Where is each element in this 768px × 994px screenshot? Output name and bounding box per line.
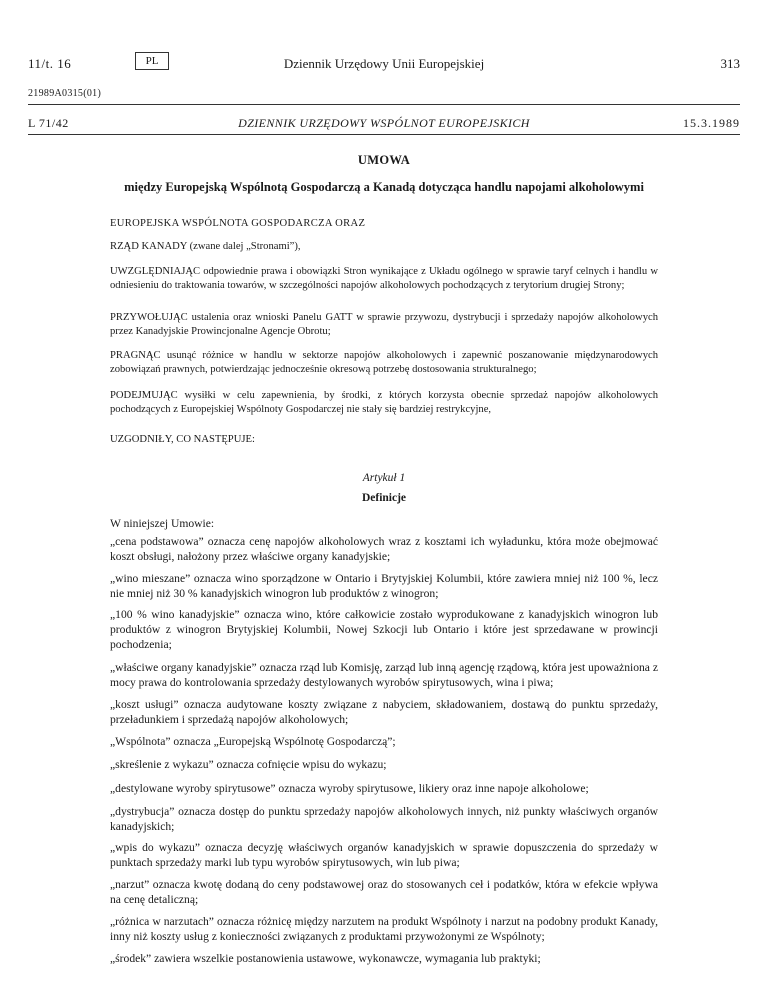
article-heading: Definicje (361, 492, 407, 504)
document-subtitle: między Europejską Wspólnotą Gospodarczą a Kanadą dotycząca handlu napojami alkoholowymi (124, 180, 644, 194)
body-intro: W niniejszej Umowie: (110, 517, 215, 530)
definition-mark-up: „narzut” oznacza kwotę dodaną do ceny podstawowej oraz do stosowanych ceł i podatków, która w efekcie wpływa na cenę detaliczną; (110, 878, 658, 906)
definition-delisting: „skreślenie z wykazu” oznacza cofnięcie wpisu do wykazu; (110, 758, 387, 771)
definition-base-price: „cena podstawowa” oznacza cenę napojów alkoholowych wraz z kosztami ich wyładunku, która może obejmować koszt obsługi, nałożony przez właściwe organy kanadyjskie; (110, 535, 658, 563)
subheader-divider (28, 134, 740, 135)
document-title: UMOWA (357, 153, 411, 167)
definition-distribution: „dystrybucja” oznacza dostęp do punktu sprzedaży napojów alkoholowych innych, niż punkty właściwych organów kanadyjskich; (110, 805, 658, 833)
preamble-agreed: UZGODNIŁY, CO NASTĘPUJE: (110, 434, 255, 445)
definition-blended-wine: „wino mieszane” oznacza wino sporządzone w Ontario i Brytyjskiej Kolumbii, które zawiera mniej niż 100 %, lecz nie mniej niż 30 % kanadyjskich winogron lub produktów z winogron; (110, 572, 658, 600)
oj-reference: L 71/42 (28, 116, 69, 130)
header-volume: 11/t. 16 (28, 56, 72, 71)
preamble-recital-1: UWZGLĘDNIAJĄC odpowiednie prawa i obowiązki Stron wynikające z Układu ogólnego w sprawie taryf celnych i handlu w odniesieniu do traktowania towarów, w szczególności napojów alkoholowych pochodzących z terytorium drugiej Strony; (110, 266, 658, 291)
definition-mark-up-differential: „różnica w narzutach” oznacza różnicę między narzutem na produkt Wspólnoty i narzut na podobny produkt Kanady, inny niż koszty usług z konieczności związanych z produktami przywożonymi ze Wspólnoty; (110, 915, 658, 943)
page-number: 313 (720, 56, 740, 71)
document-code: 21989A0315(01) (28, 88, 102, 99)
definition-competent-authorities: „właściwe organy kanadyjskie” oznacza rząd lub Komisję, zarząd lub inną agencję rządową, która jest upoważniona z mocy prawa do kontrolowania sprzedaży destylowanych wyrobów spirytusowych, wina i piwa; (110, 661, 658, 689)
preamble-recital-3: PRAGNĄC usunąć różnice w handlu w sektorze napojów alkoholowych i zapewnić poszanowanie międzynarodowych zobowiązań prawnych, potwierdzając jednocześnie okresową potrzebę dostosowania strukturalnego; (110, 350, 658, 375)
definition-listing: „wpis do wykazu” oznacza decyzję właściwych organów kanadyjskich w sprawie dopuszczenia do sprzedaży w punktach sprzedaży marki lub typu wyrobów spirytusowych, win lub piwa; (110, 841, 658, 869)
oj-title: DZIENNIK URZĘDOWY WSPÓLNOT EUROPEJSKICH (238, 116, 530, 130)
language-badge: PL (135, 52, 169, 70)
definition-canadian-wine: „100 % wino kanadyjskie” oznacza wino, które całkowicie zostało wyprodukowane z kanadyjskich winogron lub produktów z winogron Brytyjskiej Kolumbii, Nowej Szkocji lub Ontario i które jest sprzedawane w prowincji pochodzenia; (110, 608, 658, 651)
definition-cost-of-service: „koszt usługi” oznacza audytowane koszty związane z nabyciem, składowaniem, dostawą do punktu sprzedaży, przeładunkiem i sprzedażą napojów alkoholowych; (110, 698, 658, 726)
definition-community: „Wspólnota” oznacza „Europejską Wspólnotę Gospodarczą”; (110, 735, 396, 748)
preamble-party-2: RZĄD KANADY (zwane dalej „Stronami”), (110, 241, 301, 252)
header-divider (28, 104, 740, 105)
oj-date: 15.3.1989 (683, 116, 740, 130)
preamble-recital-2: PRZYWOŁUJĄC ustalenia oraz wnioski Panelu GATT w sprawie przywozu, dystrybucji i sprzedaży napojów alkoholowych przez Kanadyjskie Prowincjonalne Agencje Obrotu; (110, 312, 658, 337)
journal-title: Dziennik Urzędowy Unii Europejskiej (283, 56, 485, 71)
article-number: Artykuł 1 (362, 472, 406, 484)
preamble-recital-4: PODEJMUJĄC wysiłki w celu zapewnienia, by środki, z których korzysta obecnie sprzedaż napojów alkoholowych pochodzących z Europejskiej Wspólnoty Gospodarczej nie stały się bardziej restrykcyjne, (110, 390, 658, 415)
preamble-party-1: EUROPEJSKA WSPÓLNOTA GOSPODARCZA ORAZ (110, 218, 366, 229)
definition-distilled-spirits: „destylowane wyroby spirytusowe” oznacza wyroby spirytusowe, likiery oraz inne napoje alkoholowe; (110, 782, 589, 795)
definition-measure: „środek” zawiera wszelkie postanowienia ustawowe, wykonawcze, wymagania lub praktyki; (110, 952, 541, 965)
